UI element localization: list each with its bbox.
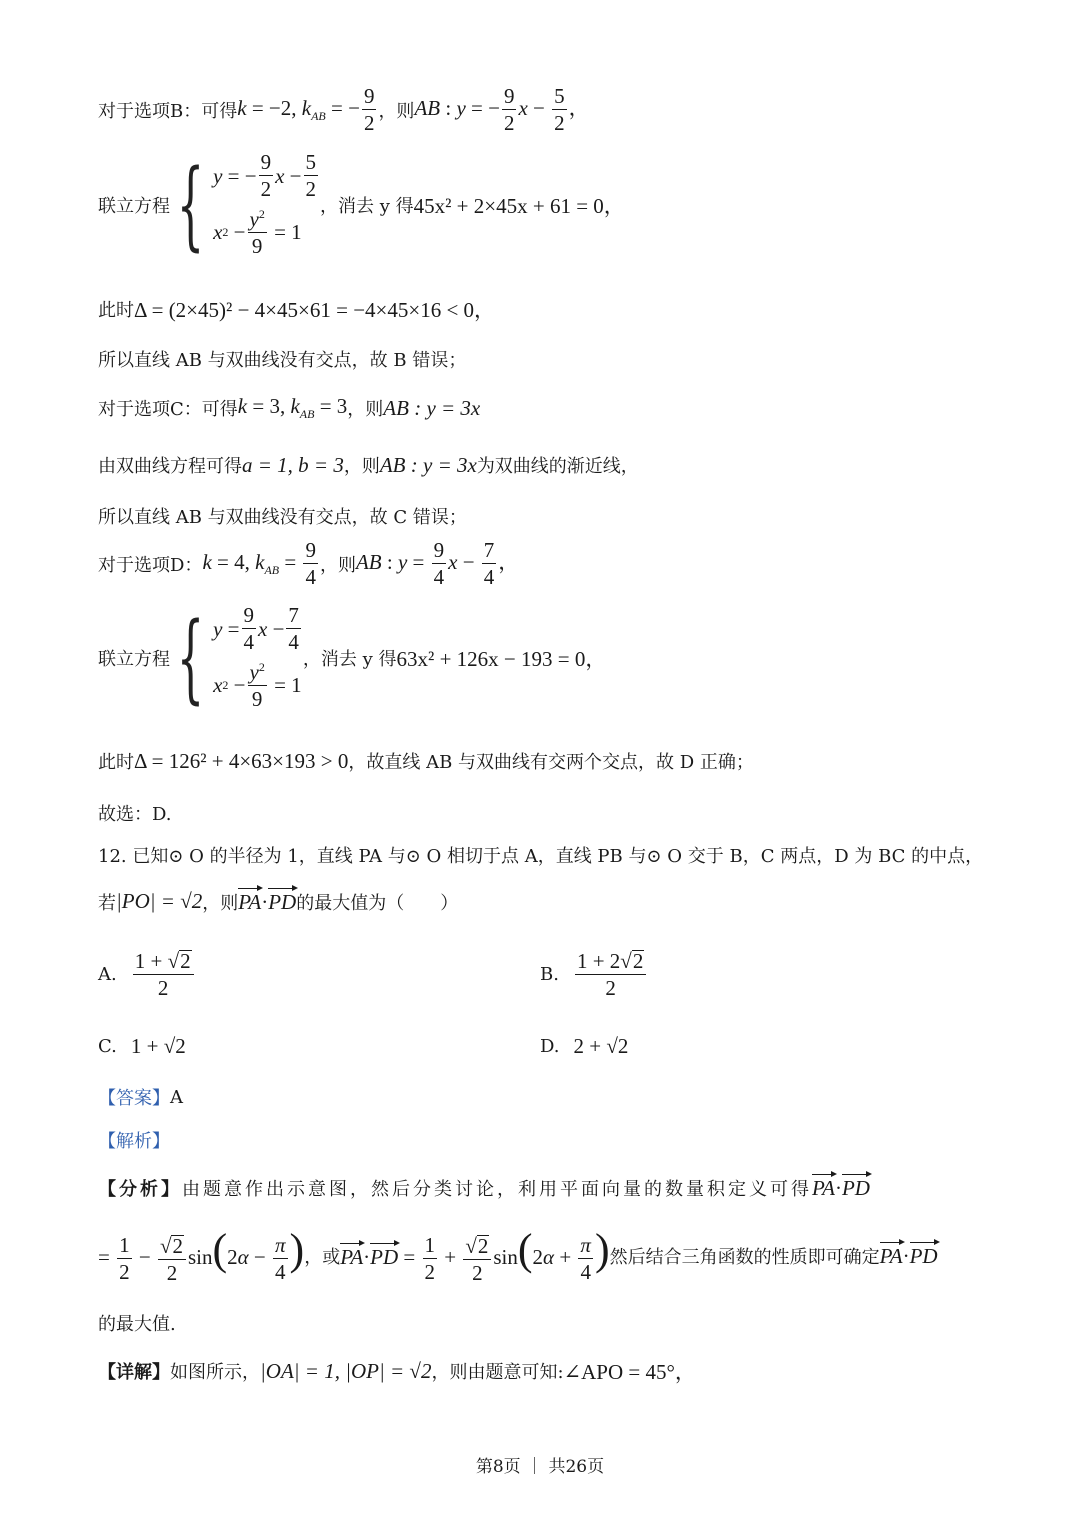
xiangjie-angle: ∠APO = 45°， (563, 1360, 696, 1384)
option-c-ab-line (98, 452, 639, 478)
option-b-intro-text: 对于选项B：可得 (98, 101, 238, 122)
xiangjie-mid: ，则由题意可知: (431, 1362, 564, 1383)
option-b-delta-line (98, 294, 495, 324)
system-label-b: 联立方程 (98, 195, 170, 217)
option-d (540, 1034, 628, 1059)
option-c-intro-text: 对于选项C：可得 (98, 399, 238, 421)
fenxi-formula-2: PA·PD = $\frac{1}{2}$ + √ 2 2 sin(2α + $\frac{\pi}{4}$ ) (340, 1225, 610, 1285)
option-d-then-text: ，则 (319, 555, 356, 576)
option-c-ab-mid: ，则 (343, 456, 380, 477)
question-12-ruo: 若 (98, 892, 116, 914)
fenxi-tag: 【分析】 (98, 1178, 182, 1200)
option-d-intro-line (98, 540, 519, 588)
option-d-intro-text: 对于选项D： (98, 555, 203, 576)
option-c-asymptote: AB : y = 3x (379, 452, 477, 477)
option-d-conclusion-text: ，故直线 AB 与双曲线有交两个交点，故 D 正确； (348, 752, 754, 773)
fenxi-formula-line (98, 1225, 938, 1285)
question-12-ask: 的最大值为（ ） (296, 892, 459, 914)
option-b-delta: Δ = (2×45)² − 4×45×61 = −4×45×16 < 0， (134, 298, 496, 322)
option-c-intro-line (98, 394, 480, 422)
option-b-k-values: k = −2, $k_{AB}$ = − $\frac{9}{2}$ (237, 84, 375, 135)
option-a-value: 1 + √ 2 2 (131, 950, 196, 999)
option-b (540, 950, 648, 999)
option-b-intro-line (98, 86, 590, 134)
question-12-line-2 (98, 888, 458, 915)
option-c-conclusion-text: 所以直线 AB 与双曲线没有交点，故 C 错误； (98, 507, 467, 528)
option-c-ab-values: a = 1, b = 3 (242, 452, 344, 477)
eliminate-y-text-b: ，消去 y 得 (320, 195, 414, 217)
page-footer: 第8页 ｜ 共26页 (475, 1457, 605, 1477)
question-12-dot-product: PA·PD (238, 890, 297, 914)
answer-line (98, 1084, 183, 1110)
system-label-d: 联立方程 (98, 648, 170, 670)
answer-value: A (170, 1086, 183, 1108)
option-d-system-line (98, 601, 607, 714)
delta-prefix-b: 此时 (98, 300, 134, 321)
xiangjie-tag: 【详解】 (98, 1362, 170, 1383)
fenxi-then: 然后结合三角函数的性质即可确定 (609, 1246, 880, 1268)
fenxi-dot-product: PA·PD (812, 1176, 870, 1200)
option-b-label: B. (540, 964, 559, 985)
option-d-delta: Δ = 126² + 4×63×193 > 0 (134, 748, 349, 773)
xiangjie-line (98, 1356, 696, 1386)
choice-line (98, 800, 172, 826)
xiangjie-values: |OA| = 1, |OP| = √2 (260, 1358, 432, 1383)
analysis-heading-line (98, 1127, 170, 1153)
option-b-then-text: ，则 (378, 101, 415, 122)
xiangjie-text: 如图所示， (170, 1362, 260, 1383)
option-d-quadratic: 63x² + 126x − 193 = 0， (396, 646, 607, 671)
choice-text: 故选：D. (98, 804, 172, 825)
option-b-quadratic: 45x² + 2×45x + 61 = 0， (413, 193, 625, 218)
option-b-value: 1 + 2√ 2 2 (573, 950, 648, 999)
option-b-conclusion (98, 346, 466, 372)
option-c-ab-suffix: 为双曲线的渐近线， (476, 456, 639, 477)
option-c-then-text: ，则 (347, 399, 384, 421)
option-c (98, 1034, 186, 1059)
fenxi-text: 由题意作出示意图，然后分类讨论，利用平面向量的数量积定义可得 (182, 1178, 812, 1200)
option-d-k-values: k = 4, $k_{AB}$ = $\frac{9}{4}$ (202, 538, 316, 589)
option-d-value: 2 + √2 (573, 1034, 629, 1058)
option-d-delta-line (98, 748, 754, 774)
answer-tag: 【答案】 (98, 1088, 170, 1109)
option-d-label: D. (540, 1036, 560, 1057)
option-b-system-line (98, 148, 625, 261)
option-a (98, 950, 196, 999)
analysis-tag: 【解析】 (98, 1131, 170, 1152)
option-c-line-equation: AB : y = 3x (383, 395, 481, 420)
question-12-po-value: |PO| = √2 (116, 889, 203, 913)
fenxi-dot-product-2: PA·PD (879, 1244, 938, 1269)
question-12-stem: 12. 已知⊙ O 的半径为 1，直线 PA 与⊙ O 相切于点 A，直线 PB 与⊙ O 交于 B，C 两点，D 为 BC 的中点， (98, 846, 984, 867)
eliminate-y-text-d: ，消去 y 得 (302, 648, 397, 670)
option-a-label: A. (98, 964, 117, 985)
equation-system-b: { y = − $\frac{9}{2}$ x − $\frac{5}{2}$ x 2 − $\frac{y^2}{9}$ = 1 (176, 148, 317, 261)
delta-prefix-d: 此时 (98, 752, 134, 773)
option-b-conclusion-text: 所以直线 AB 与双曲线没有交点，故 B 错误； (98, 350, 467, 371)
fenxi-max: 的最大值. (98, 1314, 176, 1335)
fenxi-or: ，或 (304, 1246, 341, 1268)
option-c-conclusion (98, 503, 467, 529)
question-12-line-1 (98, 842, 983, 868)
option-d-line-equation: AB : y = $\frac{9}{4}$ x − $\frac{7}{4}$ ， (355, 538, 520, 589)
option-c-label: C. (98, 1036, 117, 1057)
fenxi-line (98, 1174, 870, 1201)
option-c-k-values: k = 3, $k_{AB} = 3$ (237, 394, 348, 422)
fenxi-max-line (98, 1310, 176, 1336)
fenxi-formula-1: = $\frac{1}{2}$ − √ 2 2 sin(2α − $\frac{\pi}{4}$ ) (98, 1225, 305, 1285)
option-c-ab-prefix: 由双曲线方程可得 (98, 456, 242, 477)
option-b-line-equation: AB : y = − $\frac{9}{2}$ x − $\frac{5}{2}$ ， (414, 84, 590, 135)
option-c-value: 1 + √2 (130, 1034, 186, 1058)
question-12-ze: ，则 (202, 892, 239, 914)
equation-system-d: { y = $\frac{9}{4}$ x − $\frac{7}{4}$ x 2 − $\frac{y^2}{9}$ = 1 (176, 601, 302, 714)
